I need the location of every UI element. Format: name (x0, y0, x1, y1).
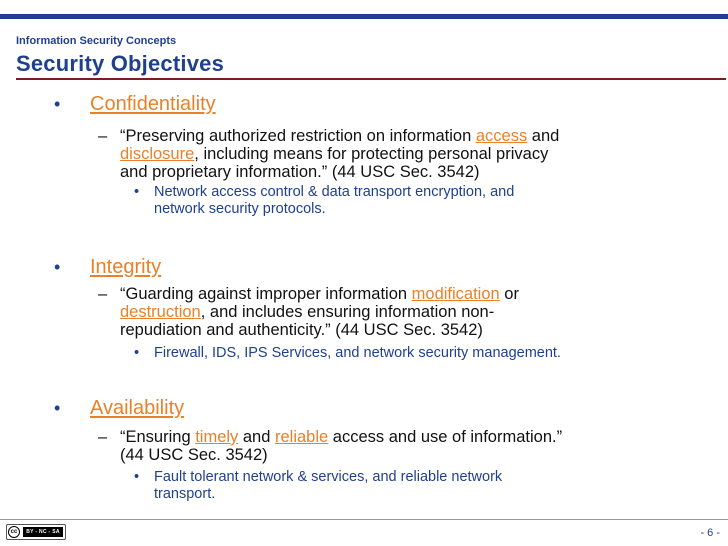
bullet-dot-icon: • (54, 257, 61, 277)
example-line: Fault tolerant network & services, and reliable network (154, 469, 503, 485)
example-body (154, 345, 644, 362)
heading-availability[interactable]: Availability (90, 397, 185, 419)
footer-divider (0, 519, 728, 520)
definition-line (120, 163, 690, 181)
highlighted-term-link[interactable]: disclosure (120, 145, 195, 163)
highlighted-term-link[interactable]: destruction (120, 303, 201, 321)
definition-body (120, 428, 690, 464)
dash-bullet-icon: – (98, 285, 108, 303)
definition-line (120, 321, 690, 339)
bullet-dot-icon: • (134, 184, 140, 200)
cc-circle-icon: cc (8, 526, 20, 538)
definition-segment: and (238, 428, 275, 446)
top-bar (0, 14, 728, 19)
definition-body (120, 285, 690, 339)
definition-segment: “Ensuring (120, 428, 196, 446)
example-body (154, 184, 644, 218)
highlighted-term-link[interactable]: modification (411, 285, 500, 303)
heading-confidentiality[interactable]: Confidentiality (90, 93, 216, 115)
definition-segment: , and includes ensuring information non- (200, 303, 495, 321)
page-number: - 6 - (700, 527, 720, 539)
definition-line (120, 127, 690, 145)
highlighted-term-link[interactable]: reliable (275, 428, 329, 446)
definition-segment: access and use of information.” (328, 428, 563, 446)
highlighted-term-link[interactable]: access (475, 127, 528, 145)
highlighted-term-link[interactable]: timely (195, 428, 239, 446)
definition-line (120, 428, 690, 446)
example-line: transport. (154, 486, 216, 502)
definition-line (120, 446, 690, 464)
cc-license-icon[interactable] (6, 524, 66, 540)
definition-segment: “Guarding against improper information (120, 285, 412, 303)
example-body (154, 469, 644, 503)
definition-segment: or (499, 285, 519, 303)
title-divider (16, 78, 726, 80)
slide-supertitle: Information Security Concepts (16, 35, 177, 47)
definition-segment: (44 USC Sec. 3542) (120, 446, 268, 464)
definition-line (120, 145, 690, 163)
definition-line (120, 303, 690, 321)
dash-bullet-icon: – (98, 127, 108, 145)
bullet-dot-icon: • (54, 94, 61, 114)
definition-line (120, 285, 690, 303)
definition-segment: and proprietary information.” (44 USC Sec. 3542) (120, 163, 480, 181)
definition-segment: and (527, 127, 560, 145)
example-line: Network access control & data transport encryption, and (154, 184, 515, 200)
definition-segment: , including means for protecting personal privacy (194, 145, 549, 163)
dash-bullet-icon: – (98, 428, 108, 446)
cc-license-label: BY - NC - SA (23, 527, 63, 537)
definition-segment: repudiation and authenticity.” (44 USC Sec. 3542) (120, 321, 483, 339)
heading-integrity[interactable]: Integrity (90, 256, 162, 278)
example-line: Firewall, IDS, IPS Services, and network security management. (154, 345, 561, 361)
example-line: network security protocols. (154, 201, 326, 217)
bullet-dot-icon: • (134, 345, 140, 361)
definition-segment: “Preserving authorized restriction on information (120, 127, 476, 145)
bullet-dot-icon: • (134, 469, 140, 485)
slide-title: Security Objectives (16, 51, 225, 76)
definition-body (120, 127, 690, 181)
bullet-dot-icon: • (54, 398, 61, 418)
